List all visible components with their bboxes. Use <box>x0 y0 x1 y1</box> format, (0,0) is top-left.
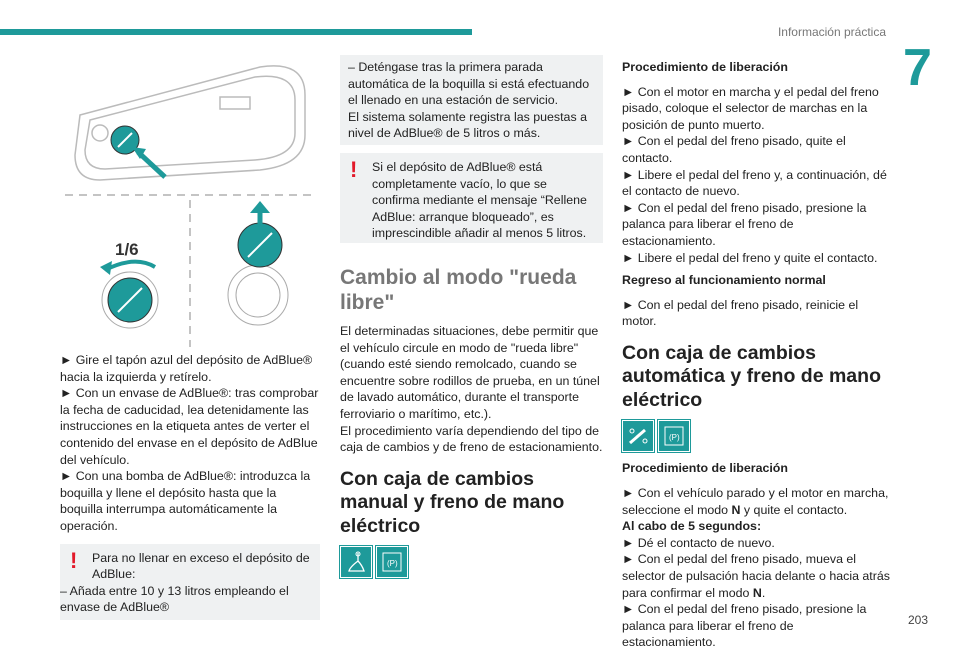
step-pump: ► Con una bomba de AdBlue®: introduzca la boquilla y llene el depósito hasta que la boquilla interrumpa automáticamente la operación. <box>60 469 311 533</box>
middle-column: – Deténgase tras la primera parada automática de la boquilla si está efectuando el llenado en una estación de servicio. El sistema solamente registra las puestas a nivel de AdBlue® de 5 litros o más. ! Si el depósito de AdBlue® está completamente vacío, lo que se confirma mediante el mensaje “Rellene AdBlue: arranque bloqueado”, es imprescindible añadir al menos 5 litros. Cambio al modo "rueda libre" El determinadas situaciones, debe permitir que el vehículo circule en modo de "rueda libre" (cuando esté siendo remolcado, cuando se encuentre sobre rodillos de prueba, en un túnel de lavado automático, durante el transporte ferroviario o marítimo, etc.). El procedimiento varía dependiendo del tipo de caja de cambios y de freno de estacionamiento. Con caja de cambios manual y freno de mano eléctrico (P) <box>340 55 603 578</box>
automatic-selector-icon <box>622 420 654 452</box>
release-procedure-title: Procedimiento de liberación <box>622 60 788 74</box>
illustration-label: 1/6 <box>115 240 139 259</box>
adblue-illustration <box>60 55 320 347</box>
section-title: Información práctica <box>777 25 886 39</box>
parking-brake-icon <box>376 546 408 578</box>
icons-row <box>622 420 890 452</box>
right-column: Procedimiento de liberación ► Con el motor en marcha y el pedal del freno pisado, coloque el selector de marchas en la posición de punto muerto. ► Con el pedal del freno pisado, quite el contacto. ► Libere el pedal del freno y, a continuación, dé el contacto de nuevo. ► Con el pedal del freno pisado, presione la palanca para liberar el freno de estacionamiento. ► Libere el pedal del freno y quite el contacto. Regreso al funcionamiento normal ► Con el pedal del freno pisado, reinicie el motor. Con caja de cambios automática y freno de mano eléctrico (P) Procedimiento de liberación ► Con el vehículo parado y el motor en marcha, seleccione el modo N y quite el contacto. Al cabo de 5 segundos: ► Dé el contacto de nuevo. ► Con el pedal del freno pisado, mueva el selector de pulsación hacia delante o hacia atrás para confirmar el modo N. ► Con el pedal del freno pisado, presione la palanca para liberar el freno de estacionamiento. <box>622 60 890 650</box>
overfill-warning: ! Para no llenar en exceso el depósito de AdBlue: – Añada entre 10 y 13 litros empleando el envase de AdBlue® <box>60 544 320 620</box>
svg-text:(P): (P) <box>669 433 680 443</box>
chapter-number: 7 <box>903 39 932 97</box>
parking-brake-icon <box>658 420 690 452</box>
info-box: – Deténgase tras la primera parada automática de la boquilla si está efectuando el llenado en una estación de servicio. El sistema solamente registra las puestas a nivel de AdBlue® de 5 litros o más. <box>340 55 603 145</box>
page-number: 203 <box>908 613 929 627</box>
return-title: Regreso al funcionamiento normal <box>622 273 826 288</box>
release-procedure-title-2: Procedimiento de liberación <box>622 461 788 476</box>
warning-icon: ! <box>70 547 78 573</box>
header-bar <box>0 29 472 35</box>
freewheel-heading: Cambio al modo "rueda libre" <box>340 266 577 314</box>
step-container: ► Con un envase de AdBlue®: tras comprobar la fecha de caducidad, lea detenidamente las instrucciones en la etiqueta antes de verter el contenido del envase en el depósito de AdBlue del vehículo. <box>60 386 319 467</box>
warning-icon: ! <box>350 157 358 182</box>
svg-text:(P): (P) <box>387 559 398 569</box>
manual-gearbox-heading: Con caja de cambios manual y freno de mano eléctrico <box>340 467 565 537</box>
gear-lever-icon <box>340 546 372 578</box>
empty-tank-warning: ! Si el depósito de AdBlue® está completamente vacío, lo que se confirma mediante el mensaje “Rellene AdBlue: arranque bloqueado”, es imprescindible añadir al menos 5 litros. <box>340 153 603 243</box>
step-remove-cap: ► Gire el tapón azul del depósito de AdBlue® hacia la izquierda y retírelo. <box>60 353 313 384</box>
automatic-gearbox-heading: Con caja de cambios automática y freno de mano eléctrico <box>622 341 881 411</box>
icons-row <box>340 546 603 578</box>
left-column <box>60 352 320 620</box>
